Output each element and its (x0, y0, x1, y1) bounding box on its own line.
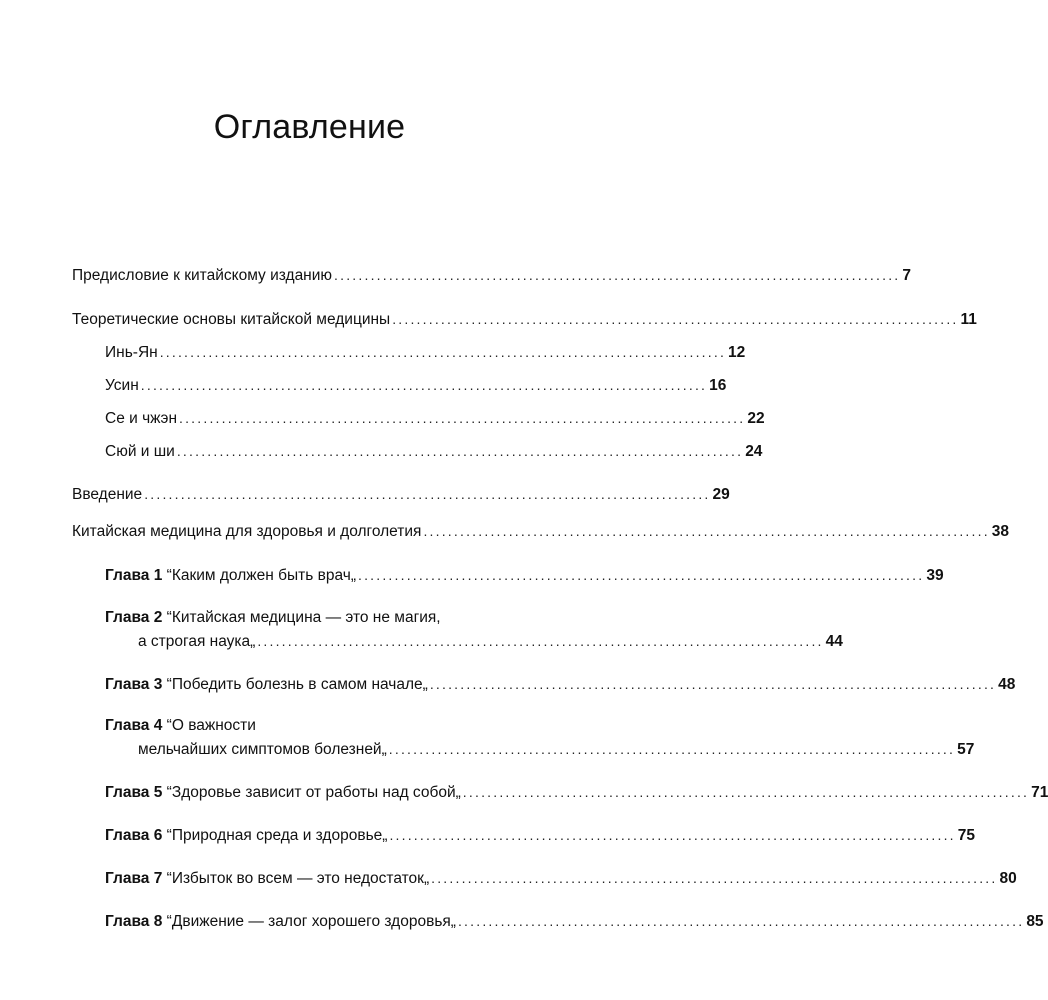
toc-chapter-4-line1[interactable] (105, 717, 256, 735)
toc-entry[interactable] (72, 522, 1010, 541)
toc-entry[interactable] (72, 266, 911, 285)
chapter-title: “Природная среда и здоровье„ (166, 827, 388, 844)
toc-page-number: 29 (712, 486, 730, 503)
leader-dots: ............................................................................................. (179, 410, 746, 426)
chapter-title-cont: а строгая наука„ (138, 633, 256, 650)
chapter-number: Глава 8 (105, 913, 163, 930)
toc-page-number: 71 (1031, 784, 1048, 801)
toc-chapter-4[interactable] (138, 740, 975, 759)
page-title: Оглавление (213, 108, 406, 146)
toc-page-number: 24 (745, 443, 763, 460)
toc-entry-label: Усин (105, 377, 139, 394)
chapter-title: “Движение — залог хорошего здоровья„ (166, 913, 456, 930)
toc-page-number: 11 (960, 311, 977, 328)
leader-dots: ............................................................................................. (334, 267, 901, 283)
leader-dots: ............................................................................................. (457, 913, 1025, 929)
toc-entry[interactable] (105, 376, 727, 395)
chapter-number: Глава 7 (105, 870, 163, 887)
toc-chapter-6[interactable] (105, 826, 976, 845)
toc-entry[interactable] (105, 409, 765, 428)
leader-dots: ............................................................................................. (257, 633, 824, 649)
toc-page-number: 80 (999, 870, 1017, 887)
toc-chapter-5[interactable] (105, 783, 1048, 802)
toc-entry[interactable] (105, 343, 746, 362)
toc-entry-label: Китайская медицина для здоровья и долголетия (72, 523, 422, 540)
chapter-number: Глава 5 (105, 784, 163, 801)
chapter-title: “О важности (166, 717, 256, 734)
toc-page-number: 38 (991, 523, 1010, 540)
toc-entry[interactable] (105, 442, 763, 461)
toc-entry-label: Се и чжэн (105, 410, 177, 427)
chapter-number: Глава 2 (105, 609, 163, 626)
leader-dots: ............................................................................................. (140, 377, 708, 393)
toc-page-number: 7 (902, 267, 911, 284)
toc-page-number: 75 (957, 827, 976, 844)
chapter-title: “Победить болезнь в самом начале„ (166, 676, 428, 693)
chapter-number: Глава 6 (105, 827, 163, 844)
leader-dots: ............................................................................................. (357, 567, 925, 583)
toc-chapter-7[interactable] (105, 869, 1017, 888)
chapter-number: Глава 4 (105, 717, 163, 734)
leader-dots: ............................................................................................. (431, 870, 998, 886)
leader-dots: ............................................................................................. (429, 676, 997, 692)
toc-page-number: 85 (1026, 913, 1044, 930)
toc-page-number: 12 (728, 344, 746, 361)
toc-entry-label: Введение (72, 486, 143, 503)
toc-entry-label: Сюй и ши (105, 443, 175, 460)
chapter-title: “Здоровье зависит от работы над собой„ (166, 784, 461, 801)
chapter-number: Глава 1 (105, 567, 163, 584)
toc-chapter-1[interactable] (105, 566, 944, 585)
leader-dots: ............................................................................................. (423, 523, 990, 539)
toc-page-number: 44 (825, 633, 843, 650)
leader-dots: ............................................................................................. (144, 486, 711, 502)
toc-entry[interactable] (72, 310, 977, 329)
toc-chapter-8[interactable] (105, 912, 1044, 931)
leader-dots: ............................................................................................. (392, 311, 959, 327)
leader-dots: ............................................................................................. (389, 827, 956, 843)
chapter-title: “Каким должен быть врач„ (166, 567, 356, 584)
leader-dots: ............................................................................................. (159, 344, 727, 360)
toc-page-number: 22 (747, 410, 765, 427)
toc-chapter-2[interactable] (138, 632, 843, 651)
chapter-title: “Китайская медицина — это не магия, (166, 609, 441, 626)
chapter-number: Глава 3 (105, 676, 163, 693)
toc-page-number: 57 (957, 741, 975, 758)
toc-page-number: 39 (926, 567, 944, 584)
toc-entry-label: Предисловие к китайскому изданию (72, 267, 333, 284)
toc-page-number: 16 (709, 377, 727, 394)
toc-chapter-2-line1[interactable] (105, 609, 441, 627)
leader-dots: ............................................................................................. (462, 784, 1030, 800)
toc-entry[interactable] (72, 485, 730, 504)
chapter-title-cont: мельчайших симптомов болезней„ (138, 741, 387, 758)
toc-entry-label: Инь-Ян (105, 344, 158, 361)
leader-dots: ............................................................................................. (388, 741, 956, 757)
chapter-title: “Избыток во всем — это недостаток„ (166, 870, 430, 887)
toc-page-number: 48 (998, 676, 1016, 693)
leader-dots: ............................................................................................. (176, 443, 744, 459)
toc-chapter-3[interactable] (105, 675, 1016, 694)
toc-entry-label: Теоретические основы китайской медицины (72, 311, 391, 328)
